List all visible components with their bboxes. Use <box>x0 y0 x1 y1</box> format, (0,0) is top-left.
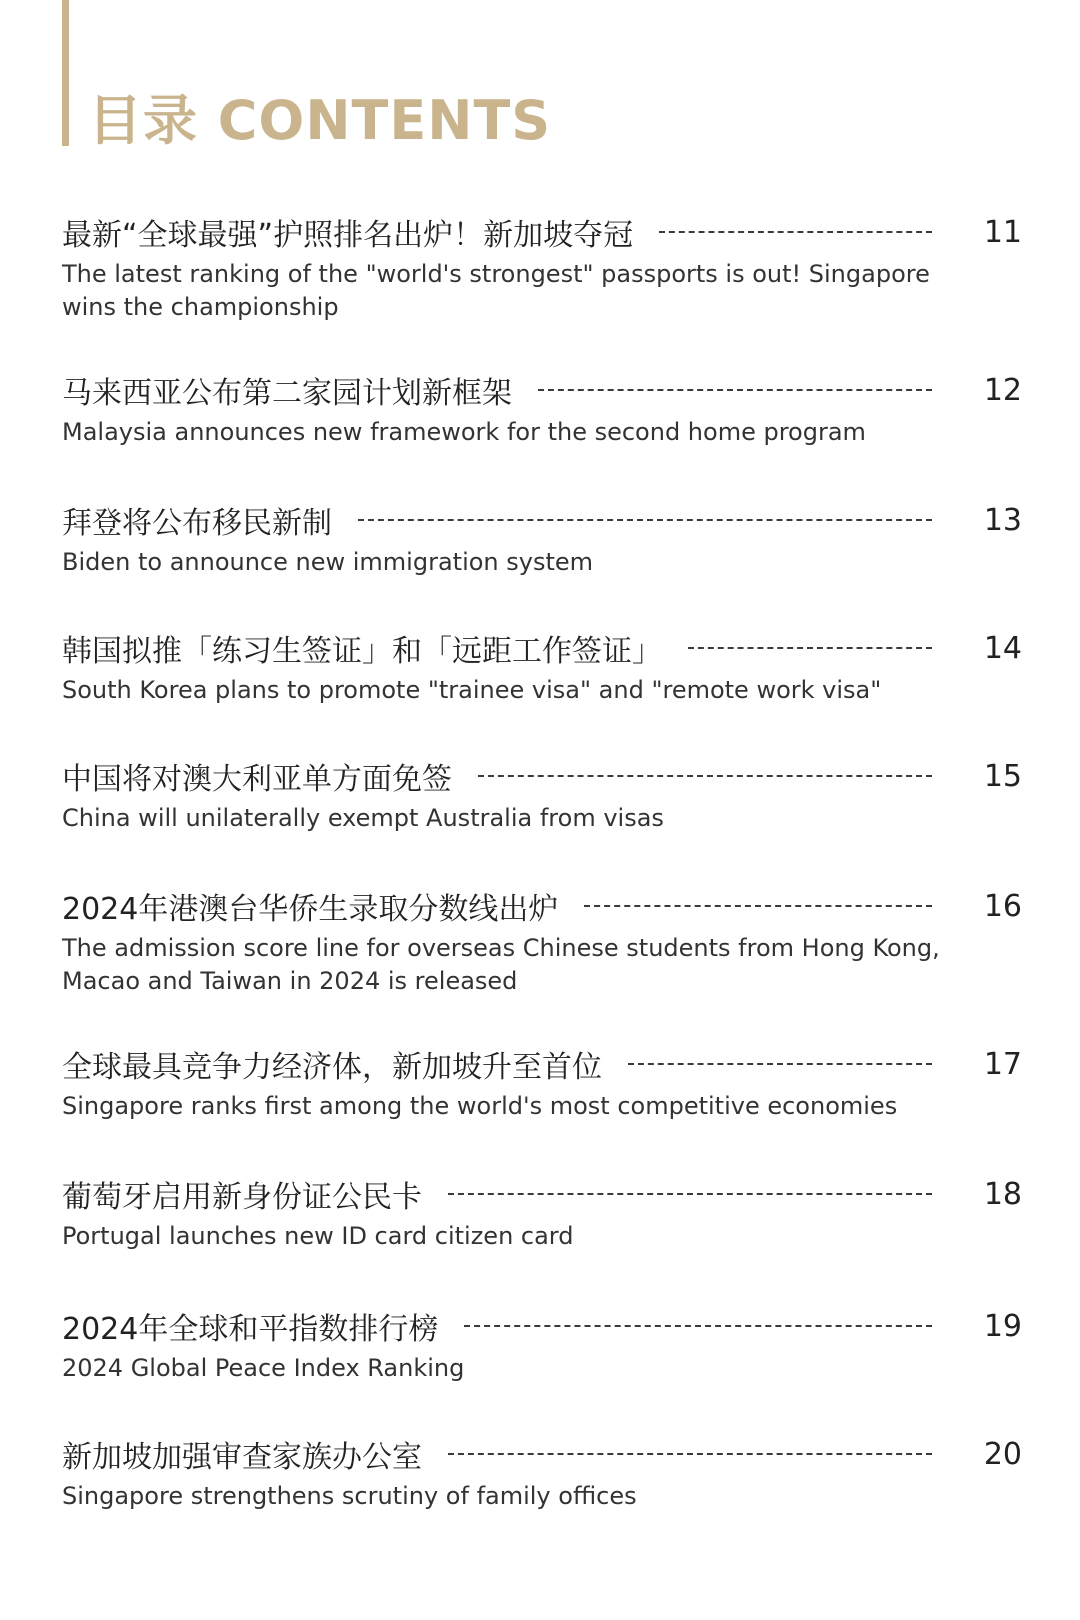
toc-entry[interactable] <box>62 208 1022 324</box>
toc-entry-title-cn: 全球最具竞争力经济体，新加坡升至首位 <box>62 1050 602 1085</box>
toc-entry-title-cn: 马来西亚公布第二家园计划新框架 <box>62 376 512 411</box>
toc-entry-header <box>62 752 1022 800</box>
page-number: 16 <box>983 888 1022 924</box>
dotted-leader <box>584 905 932 907</box>
toc-entry[interactable] <box>62 496 1022 579</box>
toc-entry-header <box>62 624 1022 672</box>
toc-entry-header <box>62 1040 1022 1088</box>
toc-entry-header <box>62 496 1022 544</box>
toc-entry-title-cn: 2024年港澳台华侨生录取分数线出炉 <box>62 892 559 927</box>
page-number: 15 <box>983 758 1022 794</box>
page-number: 17 <box>983 1046 1022 1082</box>
toc-entry[interactable] <box>62 752 1022 835</box>
toc-entry-header <box>62 366 1022 414</box>
dotted-leader <box>659 231 932 233</box>
page-number: 14 <box>983 630 1022 666</box>
page-number: 12 <box>983 372 1022 408</box>
toc-entry-header <box>62 1430 1022 1478</box>
page-number: 18 <box>983 1176 1022 1212</box>
toc-entry-header <box>62 1302 1022 1350</box>
toc-entry-title-cn: 新加坡加强审查家族办公室 <box>62 1440 422 1475</box>
dotted-leader <box>538 389 932 391</box>
toc-entry-title-cn: 最新“全球最强”护照排名出炉！新加坡夺冠 <box>62 218 634 253</box>
toc-entry[interactable] <box>62 1430 1022 1513</box>
dotted-leader <box>448 1453 932 1455</box>
page-number: 11 <box>983 214 1022 250</box>
toc-entry-title-en: Singapore ranks first among the world's most competitive economies <box>62 1092 898 1120</box>
toc-entry-title-cn: 中国将对澳大利亚单方面免签 <box>62 762 452 797</box>
toc-entry[interactable] <box>62 1040 1022 1123</box>
toc-entry-title-cn: 葡萄牙启用新身份证公民卡 <box>62 1180 422 1215</box>
toc-entry-title-cn: 韩国拟推「练习生签证」和「远距工作签证」 <box>62 634 662 669</box>
dotted-leader <box>358 519 932 521</box>
toc-entry-title-cn: 2024年全球和平指数排行榜 <box>62 1312 439 1347</box>
dotted-leader <box>478 775 932 777</box>
toc-entry-title-en: Biden to announce new immigration system <box>62 548 594 576</box>
table-of-contents <box>62 0 1022 1620</box>
toc-entry[interactable] <box>62 1302 1022 1385</box>
toc-entry-title-en: Singapore strengthens scrutiny of family offices <box>62 1482 637 1510</box>
page-number: 20 <box>983 1436 1022 1472</box>
toc-entry-title-cn: 拜登将公布移民新制 <box>62 506 332 541</box>
dotted-leader <box>688 647 932 649</box>
toc-entry-header <box>62 1170 1022 1218</box>
toc-entry-header <box>62 882 1022 930</box>
page-number: 19 <box>983 1308 1022 1344</box>
toc-entry[interactable] <box>62 366 1022 449</box>
toc-entry-title-en: China will unilaterally exempt Australia from visas <box>62 804 664 832</box>
toc-entry-title-en: The admission score line for overseas Chinese students from Hong Kong, Macao and Taiwan in 2024 is released <box>62 934 940 995</box>
dotted-leader <box>464 1325 932 1327</box>
page-title: 目录 CONTENTS <box>88 89 552 152</box>
toc-entry[interactable] <box>62 1170 1022 1253</box>
toc-entry-title-en: Portugal launches new ID card citizen card <box>62 1222 574 1250</box>
dotted-leader <box>448 1193 932 1195</box>
dotted-leader <box>628 1063 932 1065</box>
toc-entry[interactable] <box>62 882 1022 998</box>
toc-entry-title-en: 2024 Global Peace Index Ranking <box>62 1354 465 1382</box>
toc-entry-header <box>62 208 1022 256</box>
toc-entry[interactable] <box>62 624 1022 707</box>
toc-entry-title-en: Malaysia announces new framework for the second home program <box>62 418 866 446</box>
toc-entry-title-en: South Korea plans to promote "trainee visa" and "remote work visa" <box>62 676 882 704</box>
toc-entry-title-en: The latest ranking of the "world's strongest" passports is out! Singapore wins the championship <box>62 260 930 321</box>
page-number: 13 <box>983 502 1022 538</box>
